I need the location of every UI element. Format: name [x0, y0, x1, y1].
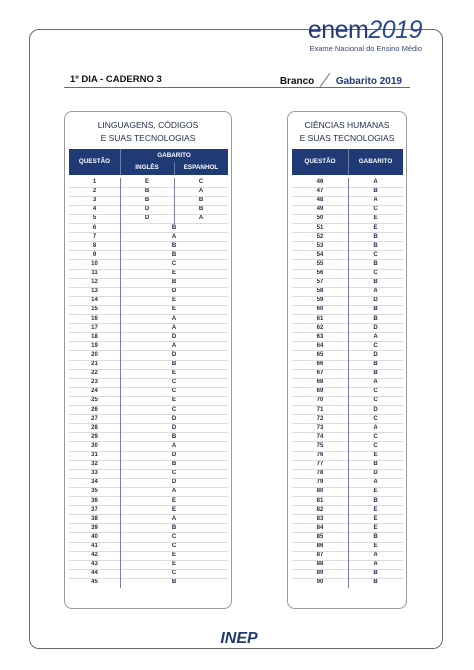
- question-number: 86: [316, 543, 324, 549]
- answer-value: D: [171, 479, 177, 486]
- english-answer: D: [144, 206, 150, 213]
- question-number: 17: [91, 324, 98, 331]
- answer-value: A: [171, 488, 177, 495]
- answer-value: B: [171, 433, 177, 440]
- question-number: 72: [316, 415, 324, 422]
- row-divider: [69, 496, 228, 497]
- question-number: 37: [91, 506, 98, 513]
- answer-value: E: [171, 497, 176, 504]
- answer-value: D: [373, 324, 378, 331]
- question-number: 83: [316, 515, 324, 522]
- row-divider: [69, 369, 228, 370]
- question-number: 6: [92, 224, 97, 231]
- question-number: 87: [316, 552, 324, 559]
- header-divider: [64, 87, 410, 88]
- answer-value: B: [171, 579, 177, 586]
- question-number: 56: [316, 270, 324, 276]
- answer-value: B: [373, 579, 378, 586]
- question-number: 12: [91, 279, 98, 286]
- answer-value: D: [373, 406, 378, 413]
- answer-value: A: [373, 561, 378, 568]
- question-number: 76: [316, 452, 324, 458]
- row-divider: [69, 569, 228, 570]
- row-divider: [69, 287, 228, 288]
- answer-value: A: [171, 233, 177, 240]
- question-number: 21: [91, 361, 98, 367]
- question-number: 73: [316, 424, 324, 431]
- question-number: 62: [316, 324, 324, 331]
- question-number: 27: [91, 415, 98, 422]
- row-divider: [69, 478, 228, 479]
- row-divider: [69, 214, 228, 215]
- question-number: 59: [316, 297, 324, 304]
- column-divider: [174, 178, 175, 224]
- question-number: 38: [91, 515, 98, 522]
- answer-value: A: [373, 552, 378, 559]
- answer-value: E: [373, 488, 378, 495]
- answer-value: A: [171, 515, 177, 522]
- answer-value: E: [373, 215, 378, 222]
- question-number: 41: [91, 543, 98, 549]
- answer-value: B: [373, 306, 378, 313]
- answer-value: A: [373, 379, 378, 386]
- spanish-answer: C: [198, 179, 204, 185]
- question-number: 19: [91, 342, 98, 349]
- answer-value: C: [171, 379, 177, 386]
- answer-value: E: [373, 543, 378, 549]
- english-answer: E: [144, 179, 149, 185]
- answer-value: B: [373, 570, 378, 577]
- answer-value: C: [171, 406, 177, 413]
- question-number: 48: [316, 197, 324, 204]
- question-number: 58: [316, 288, 324, 295]
- answer-value: B: [373, 188, 378, 195]
- question-number: 11: [91, 270, 98, 276]
- row-divider: [69, 250, 228, 251]
- answer-value: E: [171, 306, 176, 313]
- answer-key-label: Gabarito 2019: [335, 76, 402, 87]
- question-number: 15: [91, 306, 98, 313]
- row-divider: [69, 523, 228, 524]
- question-number: 89: [316, 570, 324, 577]
- question-number: 85: [316, 533, 324, 540]
- row-divider: [69, 323, 228, 324]
- spanish-column-header: ESPANHOL: [183, 164, 219, 171]
- row-divider: [69, 232, 228, 233]
- answer-value: B: [171, 279, 177, 286]
- row-divider: [69, 387, 228, 388]
- answer-value: C: [373, 251, 378, 258]
- answer-value: E: [171, 561, 176, 568]
- question-number: 34: [91, 479, 98, 486]
- inep-logo: [212, 628, 266, 646]
- row-divider: [69, 505, 228, 506]
- question-number: 64: [316, 342, 324, 349]
- answer-value: C: [373, 270, 378, 276]
- question-number: 82: [316, 506, 324, 513]
- answer-value: A: [171, 342, 177, 349]
- answer-value: A: [373, 197, 378, 204]
- answer-value: E: [171, 552, 176, 559]
- column-divider: [348, 178, 349, 588]
- day-label: 1º DIA - CADERNO 3: [70, 74, 162, 85]
- answer-value: B: [373, 260, 378, 267]
- humanities-panel: [287, 111, 407, 609]
- row-divider: [69, 341, 228, 342]
- question-number: 16: [91, 315, 98, 322]
- question-number: 53: [316, 242, 324, 249]
- languages-panel: [64, 111, 232, 609]
- answer-value: D: [373, 297, 378, 304]
- question-number: 13: [91, 288, 98, 295]
- question-number: 61: [316, 315, 324, 322]
- question-number: 60: [316, 306, 324, 313]
- row-divider: [69, 532, 228, 533]
- row-divider: [69, 269, 228, 270]
- answer-value: E: [373, 224, 378, 231]
- answer-value: D: [373, 351, 378, 358]
- answer-value: C: [373, 433, 378, 440]
- answer-value: A: [373, 179, 378, 185]
- answer-value: E: [171, 270, 176, 276]
- answer-value: B: [171, 361, 177, 367]
- answer-value: C: [373, 397, 378, 404]
- english-answer: D: [144, 215, 150, 222]
- question-number: 66: [316, 361, 324, 367]
- question-column-header: QUESTÃO: [304, 158, 336, 165]
- row-divider: [69, 187, 228, 188]
- row-divider: [69, 259, 228, 260]
- row-divider: [69, 441, 228, 442]
- question-number: 51: [316, 224, 324, 231]
- row-divider: [69, 514, 228, 515]
- english-answer: B: [144, 197, 150, 204]
- question-number: 36: [91, 497, 98, 504]
- question-number: 71: [316, 406, 324, 413]
- answer-value: B: [373, 315, 378, 322]
- answer-value: B: [373, 233, 378, 240]
- answer-value: B: [373, 279, 378, 286]
- answer-value: C: [171, 388, 177, 395]
- answer-value: B: [373, 533, 378, 540]
- row-divider: [69, 278, 228, 279]
- spanish-answer: B: [198, 197, 204, 204]
- answer-value: B: [171, 461, 177, 468]
- question-number: 33: [91, 470, 98, 477]
- answer-value: C: [171, 533, 177, 540]
- row-divider: [69, 451, 228, 452]
- row-divider: [69, 396, 228, 397]
- question-number: 39: [91, 524, 98, 531]
- row-divider: [69, 405, 228, 406]
- question-number: 57: [316, 279, 324, 286]
- answer-value: D: [171, 415, 177, 422]
- row-divider: [69, 423, 228, 424]
- question-number: 26: [91, 406, 98, 413]
- question-number: 24: [91, 388, 98, 395]
- question-number: 84: [316, 524, 324, 531]
- row-divider: [69, 432, 228, 433]
- question-number: 74: [316, 433, 324, 440]
- row-divider: [69, 241, 228, 242]
- question-number: 25: [91, 397, 98, 404]
- row-divider: [69, 560, 228, 561]
- row-divider: [69, 296, 228, 297]
- question-number: 18: [91, 333, 98, 340]
- answer-value: E: [373, 515, 378, 522]
- question-number: 63: [316, 333, 324, 340]
- question-number: 14: [91, 297, 98, 304]
- enem-logo-mark: enem2019: [307, 16, 422, 44]
- answer-value: A: [373, 479, 378, 486]
- answer-value: B: [171, 242, 177, 249]
- question-number: 81: [316, 497, 324, 504]
- question-number: 2: [92, 188, 97, 195]
- answer-key-header: [280, 70, 402, 87]
- question-number: 9: [92, 251, 97, 258]
- row-divider: [69, 414, 228, 415]
- color-label: Branco: [279, 76, 315, 87]
- question-number: 79: [316, 479, 324, 486]
- answer-value: A: [171, 315, 177, 322]
- question-number: 20: [91, 351, 98, 358]
- answer-column-header: GABARITO: [157, 152, 191, 159]
- question-number: 78: [316, 470, 324, 477]
- english-answer: B: [144, 188, 150, 195]
- languages-title: LINGUAGENS, CÓDIGOS E SUAS TECNOLOGIAS: [97, 120, 199, 143]
- answer-value: E: [373, 452, 378, 458]
- question-number: 5: [92, 215, 97, 222]
- answer-value: C: [373, 342, 378, 349]
- row-divider: [69, 350, 228, 351]
- answer-value: B: [373, 242, 378, 249]
- slash-divider-icon: [318, 73, 332, 87]
- answer-value: B: [373, 497, 378, 504]
- question-number: 42: [91, 552, 98, 559]
- spanish-answer: B: [198, 206, 204, 213]
- answer-value: C: [373, 415, 378, 422]
- humanities-title: CIÊNCIAS HUMANAS E SUAS TECNOLOGIAS: [299, 120, 395, 143]
- answer-value: D: [171, 452, 177, 458]
- answer-value: B: [171, 524, 177, 531]
- question-number: 32: [91, 461, 98, 468]
- enem-logo: [308, 18, 422, 53]
- question-number: 4: [92, 206, 97, 213]
- row-divider: [69, 378, 228, 379]
- row-divider: [69, 360, 228, 361]
- answer-value: D: [373, 470, 378, 477]
- question-number: 29: [91, 433, 98, 440]
- question-number: 30: [91, 442, 98, 449]
- question-number: 45: [91, 579, 98, 586]
- answer-value: B: [171, 251, 177, 258]
- question-number: 69: [316, 388, 324, 395]
- question-number: 31: [91, 452, 98, 458]
- question-number: 90: [316, 579, 324, 586]
- answer-value: C: [171, 260, 177, 267]
- question-number: 75: [316, 442, 324, 449]
- row-divider: [69, 205, 228, 206]
- row-divider: [69, 551, 228, 552]
- answer-value: A: [373, 333, 378, 340]
- question-number: 22: [91, 370, 98, 377]
- answer-value: A: [373, 288, 378, 295]
- question-number: 47: [316, 188, 324, 195]
- question-column-header: QUESTÃO: [78, 158, 111, 165]
- answer-value: E: [373, 506, 378, 513]
- question-number: 67: [316, 370, 324, 377]
- answer-value: C: [171, 543, 177, 549]
- question-number: 44: [91, 570, 98, 577]
- question-number: 46: [316, 179, 324, 185]
- answer-value: D: [171, 424, 177, 431]
- row-divider: [69, 487, 228, 488]
- row-divider: [69, 469, 228, 470]
- question-number: 80: [316, 488, 324, 495]
- row-divider: [69, 542, 228, 543]
- answer-value: C: [373, 206, 378, 213]
- question-number: 70: [316, 397, 324, 404]
- answer-value: B: [373, 361, 378, 367]
- answer-value: D: [171, 351, 177, 358]
- answer-value: D: [171, 333, 177, 340]
- answer-value: E: [171, 397, 176, 404]
- question-number: 68: [316, 379, 324, 386]
- answer-value: A: [373, 424, 378, 431]
- answer-value: E: [171, 370, 176, 377]
- answer-value: B: [373, 370, 378, 377]
- question-number: 8: [92, 242, 97, 249]
- question-number: 43: [91, 561, 98, 568]
- answer-value: E: [171, 297, 176, 304]
- column-divider: [120, 178, 121, 588]
- row-divider: [69, 223, 228, 224]
- question-number: 28: [91, 424, 98, 431]
- english-column-header: INGLÊS: [135, 164, 159, 171]
- answer-value: C: [373, 388, 378, 395]
- row-divider: [69, 332, 228, 333]
- answer-value: D: [171, 288, 177, 295]
- answer-column-header: GABARITO: [358, 158, 393, 165]
- answer-value: B: [373, 461, 378, 468]
- row-divider: [69, 578, 228, 579]
- question-number: 52: [316, 233, 324, 240]
- answer-value: C: [171, 570, 177, 577]
- humanities-table-header: [292, 149, 403, 175]
- row-divider: [69, 305, 228, 306]
- question-number: 65: [316, 351, 324, 358]
- question-number: 7: [92, 233, 97, 240]
- languages-table-header: [69, 149, 228, 175]
- row-divider: [69, 460, 228, 461]
- spanish-answer: A: [198, 188, 204, 195]
- answer-value: C: [373, 442, 378, 449]
- answer-value: E: [373, 524, 378, 531]
- answer-value: B: [171, 224, 177, 231]
- question-number: 35: [91, 488, 98, 495]
- question-number: 54: [316, 251, 324, 258]
- enem-logo-subtitle: Exame Nacional do Ensino Médio: [309, 44, 422, 53]
- question-number: 88: [316, 561, 324, 568]
- answer-value: E: [171, 506, 176, 513]
- question-number: 77: [316, 461, 324, 468]
- question-number: 3: [92, 197, 97, 204]
- answer-value: A: [171, 442, 177, 449]
- question-number: 23: [91, 379, 98, 386]
- question-number: 49: [316, 206, 324, 213]
- spanish-answer: A: [198, 215, 204, 222]
- inep-logo-text: INEP: [220, 630, 258, 646]
- row-divider: [69, 314, 228, 315]
- answer-value: C: [171, 470, 177, 477]
- question-number: 55: [316, 260, 324, 267]
- question-number: 40: [91, 533, 98, 540]
- question-number: 50: [316, 215, 324, 222]
- question-number: 10: [91, 260, 98, 267]
- question-number: 1: [92, 179, 97, 185]
- row-divider: [69, 196, 228, 197]
- answer-value: A: [171, 324, 177, 331]
